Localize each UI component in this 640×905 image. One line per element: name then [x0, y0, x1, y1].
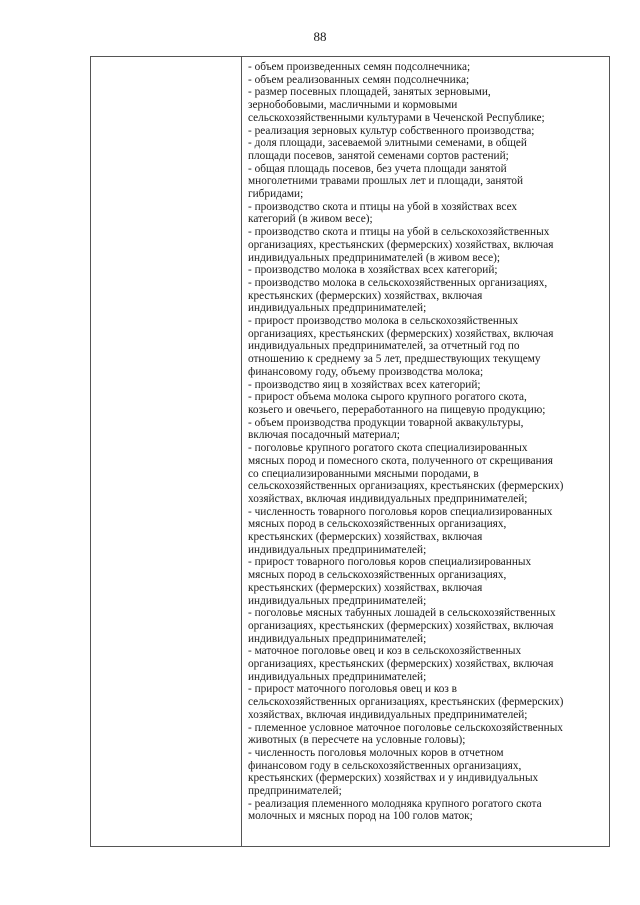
- text-line: - реализация зерновых культур собственного производства;: [248, 124, 535, 137]
- text-line: - производство скота и птицы на убой в хозяйствах всех: [248, 200, 518, 213]
- text-line: - доля площади, засеваемой элитными семенами, в общей: [248, 137, 527, 150]
- left-cell: [91, 57, 241, 846]
- text-line: мясных пород в сельскохозяйственных организациях,: [248, 569, 507, 582]
- text-line: индивидуальных предпринимателей;: [248, 543, 427, 556]
- text-line: сельскохозяйственных организациях, крестьянских (фермерских): [248, 696, 564, 709]
- right-cell-text: [248, 61, 605, 846]
- text-line: - производство яиц в хозяйствах всех категорий;: [248, 378, 481, 391]
- text-line: финансовом году в сельскохозяйственных организациях,: [248, 759, 522, 772]
- text-line: - производство молока в сельскохозяйственных организациях,: [248, 276, 548, 289]
- text-line: сельскохозяйственными культурами в Чеченской Республике;: [248, 111, 545, 124]
- text-line: многолетними травами прошлых лет и площади, занятой: [248, 175, 524, 188]
- text-line: хозяйствах, включая индивидуальных предпринимателей;: [248, 492, 528, 505]
- text-line: индивидуальных предпринимателей, за отчетный год по: [248, 340, 520, 353]
- text-line: отношению к среднему за 5 лет, предшествующих текущему: [248, 353, 541, 366]
- text-line: - прирост объема молока сырого крупного рогатого скота,: [248, 391, 527, 404]
- text-line: крестьянских (фермерских) хозяйствах, включая: [248, 531, 483, 544]
- text-line: - поголовье мясных табунных лошадей в сельскохозяйственных: [248, 607, 556, 620]
- text-line: индивидуальных предпринимателей;: [248, 302, 427, 315]
- text-line: - объем произведенных семян подсолнечника;: [248, 61, 471, 73]
- text-line: - племенное условное маточное поголовье сельскохозяйственных: [248, 721, 563, 734]
- text-line: - прирост товарного поголовья коров специализированных: [248, 556, 532, 569]
- text-line: мясных пород и помесного скота, полученного от скрещивания: [248, 454, 553, 467]
- text-line: молочных и мясных пород на 100 голов маток;: [248, 810, 473, 823]
- text-line: индивидуальных предпринимателей;: [248, 632, 427, 645]
- text-line: предпринимателей;: [248, 785, 342, 798]
- content-table: [90, 56, 610, 847]
- text-line: - численность поголовья молочных коров в отчетном: [248, 746, 504, 759]
- text-line: - реализация племенного молодняка крупного рогатого скота: [248, 797, 542, 810]
- text-line: сельскохозяйственных организациях, крестьянских (фермерских): [248, 480, 564, 493]
- text-line: - прирост производство молока в сельскохозяйственных: [248, 315, 519, 328]
- text-line: животных (в пересчете на условные головы);: [248, 734, 466, 747]
- text-line: хозяйствах, включая индивидуальных предпринимателей;: [248, 708, 528, 721]
- text-line: организациях, крестьянских (фермерских) хозяйствах, включая: [248, 238, 554, 251]
- text-line: индивидуальных предпринимателей;: [248, 670, 427, 683]
- page-number: 88: [313, 29, 327, 44]
- text-line: - производство скота и птицы на убой в сельскохозяйственных: [248, 226, 550, 239]
- text-line: организациях, крестьянских (фермерских) хозяйствах, включая: [248, 619, 554, 632]
- text-line: - размер посевных площадей, занятых зерновыми,: [248, 86, 491, 99]
- column-divider: [241, 57, 242, 846]
- text-line: организациях, крестьянских (фермерских) хозяйствах, включая: [248, 327, 554, 340]
- text-line: гибридами;: [248, 188, 304, 201]
- text-line: - общая площадь посевов, без учета площади занятой: [248, 162, 507, 175]
- text-line: включая посадочный материал;: [248, 429, 400, 442]
- text-line: - прирост маточного поголовья овец и коз в: [248, 683, 458, 696]
- text-line: - численность товарного поголовья коров специализированных: [248, 505, 553, 518]
- text-line: со специализированными мясными породами, в: [248, 467, 479, 480]
- text-line: - объем производства продукции товарной аквакультуры,: [248, 416, 524, 429]
- text-line: козьего и овечьего, переработанного на пищевую продукцию;: [248, 403, 546, 416]
- text-line: индивидуальных предпринимателей;: [248, 594, 427, 607]
- text-line: индивидуальных предпринимателей (в живом весе);: [248, 251, 500, 264]
- text-line: зернобобовыми, масличными и кормовыми: [248, 99, 458, 112]
- text-line: крестьянских (фермерских) хозяйствах и у индивидуальных: [248, 772, 539, 785]
- text-line: - маточное поголовье овец и коз в сельскохозяйственных: [248, 645, 522, 658]
- text-line: организациях, крестьянских (фермерских) хозяйствах, включая: [248, 658, 554, 671]
- text-line: площади посевов, занятой семенами сортов растений;: [248, 149, 509, 162]
- text-line: - поголовье крупного рогатого скота специализированных: [248, 442, 528, 455]
- text-line: мясных пород в сельскохозяйственных организациях,: [248, 518, 507, 531]
- text-line: крестьянских (фермерских) хозяйствах, включая: [248, 289, 483, 302]
- text-line: категорий (в живом весе);: [248, 213, 373, 226]
- text-line: крестьянских (фермерских) хозяйствах, включая: [248, 581, 483, 594]
- text-line: - производство молока в хозяйствах всех категорий;: [248, 264, 498, 277]
- text-line: - объем реализованных семян подсолнечника;: [248, 73, 470, 86]
- text-line: финансовому году, объему производства молока;: [248, 365, 484, 378]
